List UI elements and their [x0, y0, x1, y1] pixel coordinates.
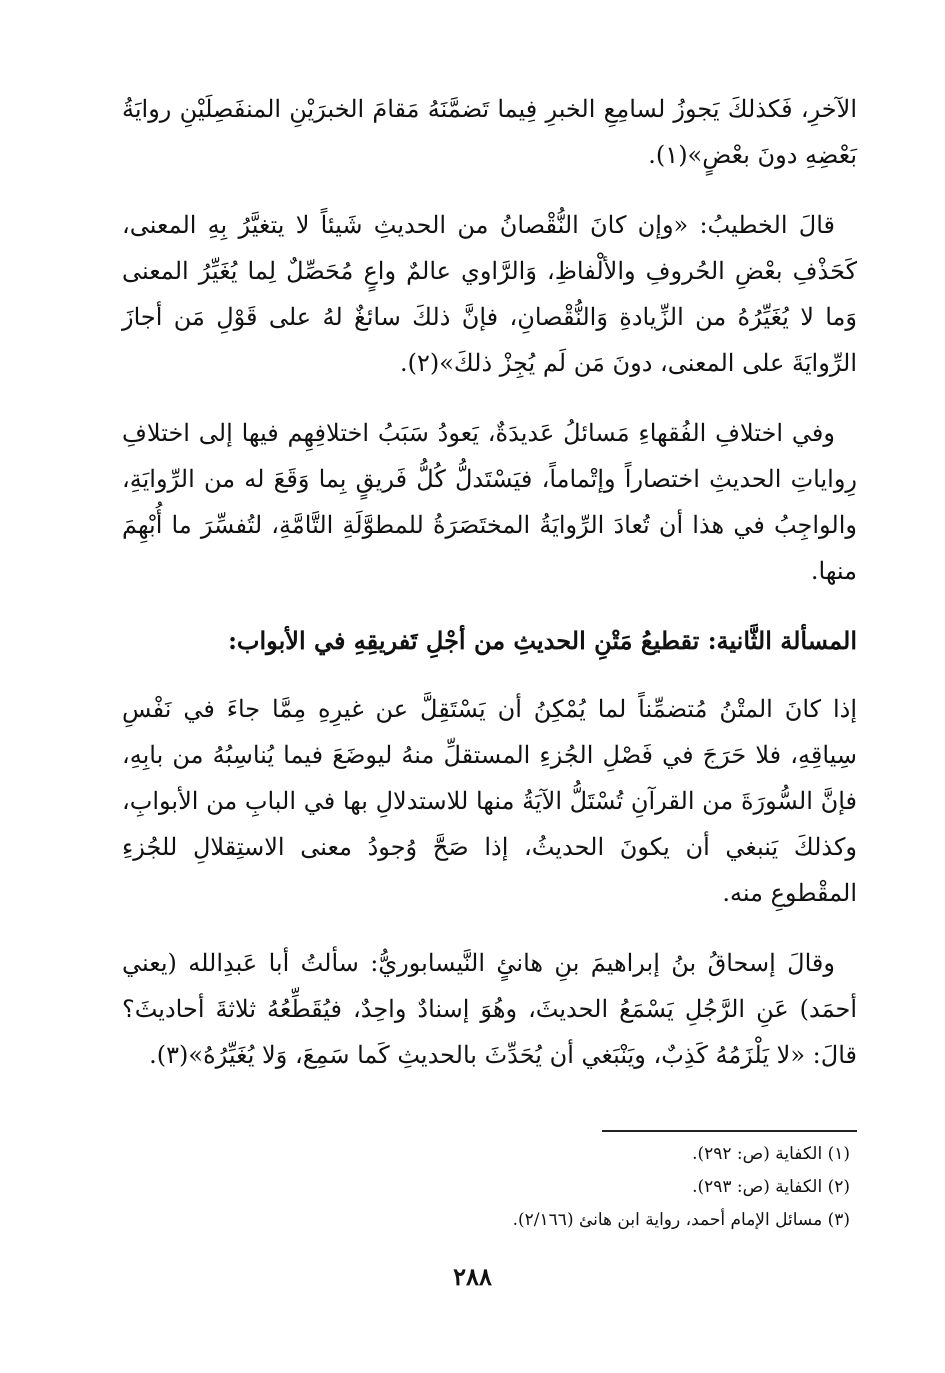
- section-heading: المسألة الثَّانية: تقطيعُ مَتْنِ الحديثِ من أجْلِ تَفريقِهِ في الأبواب:: [228, 626, 857, 655]
- paragraph-5: وقالَ إسحاقُ بنُ إبراهيمَ بنِ هانئٍ النَّيسابوريُّ: سألتُ أبا عَبدِالله (يعني أحمَد) عَنِ الرَّجُلِ يَسْمَعُ الحديثَ، وهُوَ إسنادٌ واحِدٌ، فيُقَطِّعُهُ ثلاثةَ أحاديثَ؟ قالَ: «لا يَلْزَمُهُ كَذِبٌ، ويَنْبَغي أن يُحَدِّثَ بالحديثِ كَما سَمِعَ، وَلا يُغَيِّرُهُ»(٣).: [122, 949, 857, 1069]
- main-text: [122, 86, 857, 1102]
- footnote-3: (٣) مسائل الإمام أحمد، رواية ابن هانئ (٢/١٦٦).: [512, 1210, 850, 1230]
- paragraph-2: قالَ الخطيبُ: «وإن كانَ النُّقْصانُ من الحديثِ شَيئاً لا يتغيَّرُ بِهِ المعنى، كَحَذْفِ بعْضِ الحُروفِ والألْفاظِ، وَالرَّاوي عالمٌ واعٍ مُحَصِّلٌ لِما يُغَيِّرُ المعنى وَما لا يُغَيِّرُهُ من الزِّيادةِ وَالنُّقْصانِ، فإنَّ ذلكَ سائغٌ لهُ على قَوْلِ مَن أجازَ الرِّوايَةَ على المعنى، دونَ مَن لَم يُجِزْ ذلكَ»(٢).: [122, 211, 857, 377]
- footnote-divider: [602, 1130, 857, 1132]
- footnotes: [250, 1138, 850, 1237]
- footnote-2: (٢) الكفاية (ص: ٢٩٣).: [692, 1177, 850, 1197]
- paragraph-3: وفي اختلافِ الفُقهاءِ مَسائلُ عَديدَةٌ، يَعودُ سَبَبُ اختلافِهِم فيها إلى اختلافِ رِواياتِ الحديثِ اختصاراً وإتْماماً، فيَسْتَدلُّ كُلُّ فَريقٍ بِما وَقَعَ له من الرِّوايَةِ، والواجِبُ في هذا أن تُعادَ الرِّوايَةُ المختَصَرَةُ للمطوَّلَةِ التَّامَّةِ، لتُفسِّرَ ما أُبْهِمَ منها.: [122, 419, 858, 585]
- paragraph-1: الآخرِ، فَكذلكَ يَجوزُ لسامِعِ الخبرِ فِيما تَضمَّنَهُ مَقامَ الخبرَيْنِ المنفَصِلَيْنِ روايَةُ بَعْضِهِ دونَ بعْضٍ»(١).: [122, 95, 857, 169]
- paragraph-4: إذا كانَ المتْنُ مُتضمِّناً لما يُمْكِنُ أن يَسْتَقِلَّ عن غيرِهِ مِمَّا جاءَ في نَفْسِ سِياقِهِ، فلا حَرَجَ في فَصْلِ الجُزءِ المستقلِّ منهُ ليوضَعَ فيما يُناسِبُهُ من بابِهِ، فإنَّ السُّورَةَ من القرآنِ تُسْتَلُّ الآيَةُ منها للاستدلالِ بها في البابِ من الأبوابِ، وكذلكَ يَنبغي أن يكونَ الحديثُ، إذا صَحَّ وُجودُ معنى الاستِقلالِ للجُزءِ المقْطوعِ منه.: [122, 695, 857, 907]
- footnote-1: (١) الكفاية (ص: ٢٩٢).: [692, 1144, 850, 1164]
- page-number: ٢٨٨: [453, 1262, 492, 1291]
